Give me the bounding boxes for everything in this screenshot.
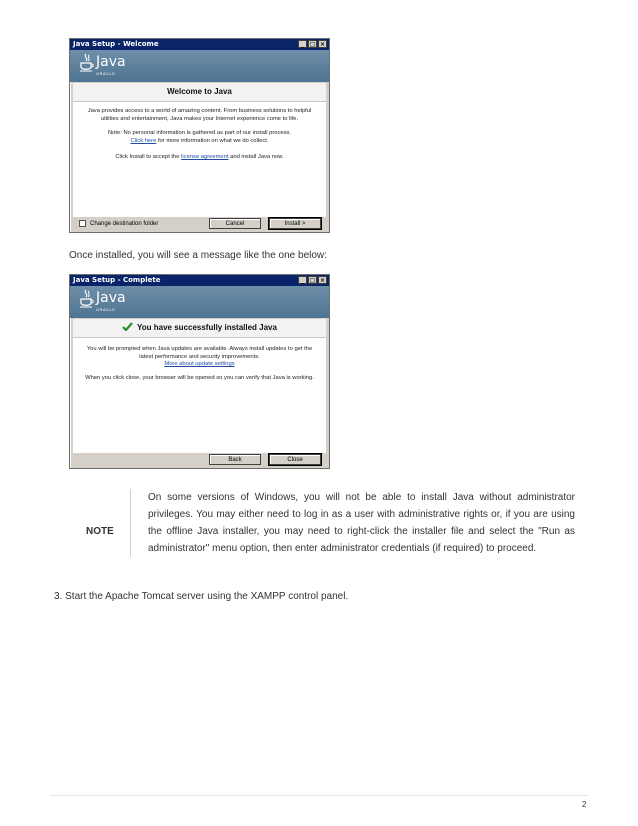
minimize-button[interactable]: _ [298, 40, 307, 48]
privacy-note-suffix: for more information on what we do collect. [157, 137, 269, 144]
close-window-button[interactable]: × [319, 41, 326, 48]
license-agreement-link[interactable]: license agreement [181, 154, 229, 161]
install-instruction [73, 154, 326, 162]
checkmark-icon [122, 322, 133, 331]
close-paragraph: When you click close, your browser will be opened so you can verify that Java is working. [85, 374, 314, 381]
java-logo [80, 53, 126, 73]
close-window-button[interactable]: × [319, 277, 326, 284]
updates-paragraph: You will be prompted when Java updates are available. Always install updates to get the latest performance and security improvements. [86, 346, 313, 360]
java-wordmark: Java [96, 290, 126, 306]
install-button[interactable]: Install > [269, 218, 321, 229]
java-cup-icon [80, 53, 94, 73]
page-number: 2 [582, 800, 587, 809]
java-wordmark: Java [96, 54, 126, 70]
checkbox-label: Change destination folder [90, 220, 159, 227]
java-logo [80, 289, 126, 309]
install-suffix: and install Java now. [230, 154, 284, 161]
intro-paragraph: Java provides access to a world of amazing content. From business solutions to helpful utilities and entertainment, Java makes your Internet experience come to life. [87, 108, 312, 122]
java-banner [70, 50, 329, 82]
maximize-button[interactable]: □ [309, 41, 316, 48]
installed-intro-text: Once installed, you will see a message like the one below: [69, 250, 327, 261]
privacy-note [73, 130, 326, 145]
java-setup-welcome-window [69, 38, 330, 233]
java-setup-complete-window [69, 274, 330, 469]
welcome-heading: Welcome to Java [73, 83, 326, 102]
footer-divider [50, 795, 588, 796]
window-title: Java Setup - Complete [73, 276, 161, 284]
java-cup-icon [80, 289, 94, 309]
note-box [130, 489, 575, 557]
oracle-wordmark: ORACLE [96, 71, 116, 76]
checkbox-box[interactable] [79, 220, 86, 227]
window-content [73, 83, 326, 217]
update-settings-link[interactable]: More about update settings [164, 361, 235, 368]
note-label: NOTE [86, 526, 114, 537]
window-titlebar [70, 39, 329, 50]
note-text: On some versions of Windows, you will not be able to install Java without administrator privileges. You may either need to log in as a user with administrative rights or, if you are using the offline Java installer, you may need to right-click the installer file and select the "Run as administrator" menu option, then enter administrator credentials (if required) to proceed. [148, 492, 575, 554]
window-footer [73, 453, 326, 465]
window-footer [73, 217, 326, 229]
minimize-button[interactable]: _ [298, 276, 307, 284]
cancel-button[interactable]: Cancel [209, 218, 261, 229]
close-button[interactable]: Close [269, 454, 321, 465]
update-settings-line [73, 361, 326, 369]
window-title: Java Setup - Welcome [73, 40, 159, 48]
window-titlebar [70, 275, 329, 286]
step-3-text: 3. Start the Apache Tomcat server using the XAMPP control panel. [54, 591, 349, 602]
maximize-button[interactable]: □ [309, 277, 316, 284]
success-heading-text: You have successfully installed Java [137, 323, 277, 332]
java-banner [70, 286, 329, 318]
success-heading [73, 319, 326, 338]
privacy-note-prefix: Note: No personal information is gathered as part of our install process. [107, 130, 292, 137]
window-content [73, 319, 326, 453]
click-here-link[interactable]: Click here [130, 137, 157, 144]
back-button[interactable]: Back [209, 454, 261, 465]
oracle-wordmark: ORACLE [96, 307, 116, 312]
install-prefix: Click Install to accept the [115, 154, 180, 161]
change-destination-checkbox[interactable] [79, 220, 158, 227]
